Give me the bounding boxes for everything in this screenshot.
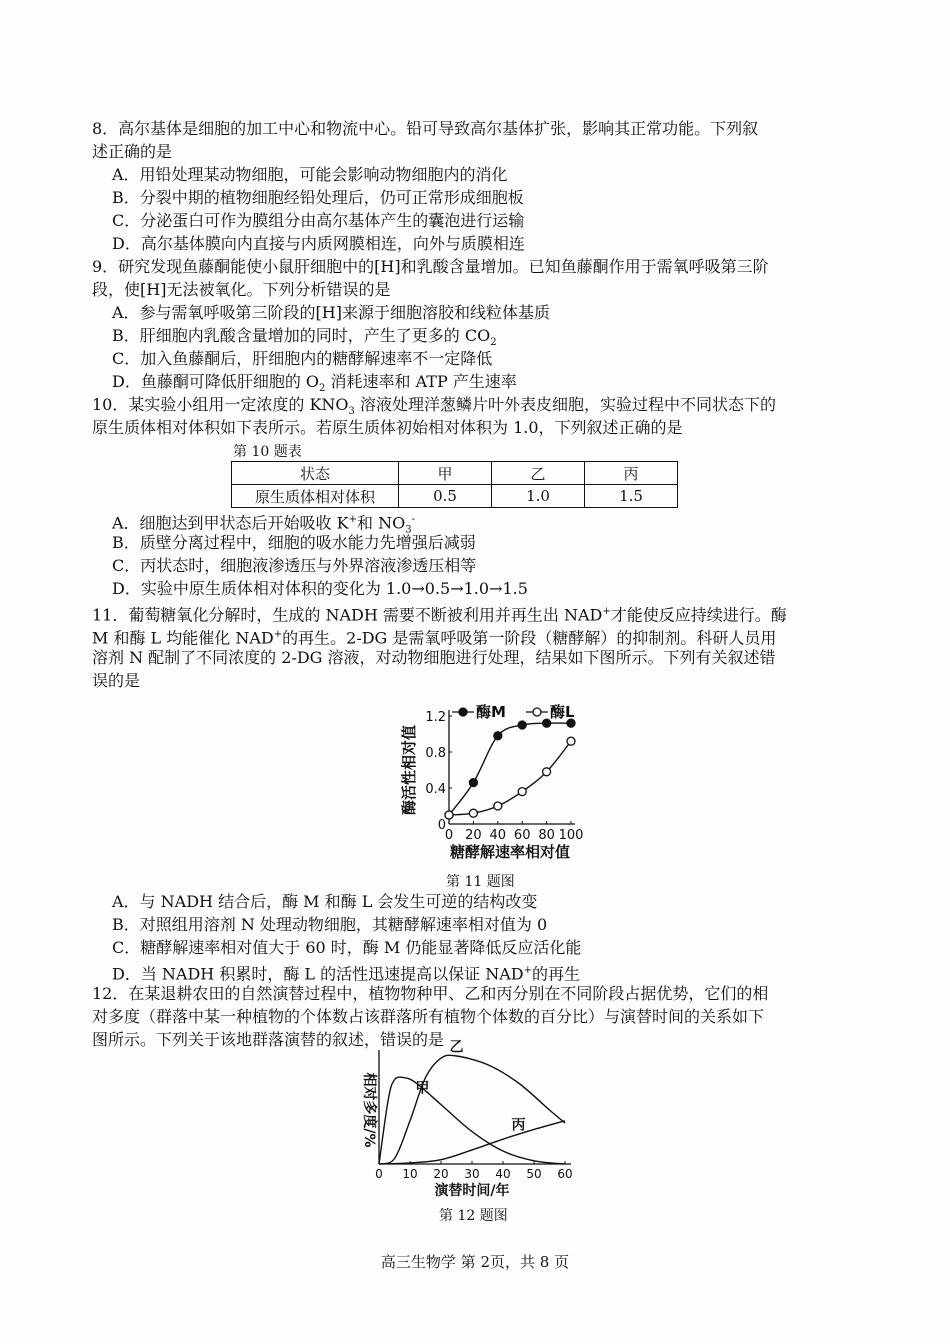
series-line-0 [449,723,571,815]
q12-stem-line1: 12．在某退耕农田的自然演替过程中，植物物种甲、乙和丙分别在不同阶段占据优势，它们的相 [92,984,769,1003]
x-tick-label: 40 [495,1167,511,1181]
q8-option-a: A．用铅处理某动物细胞，可能会影响动物细胞内的消化 [112,165,508,184]
q9-option-c: C．加入鱼藤酮后，肝细胞内的糖酵解速率不一定降低 [112,349,493,368]
q8-stem-line2: 述正确的是 [92,142,173,161]
data-point [469,779,477,787]
series-label: 甲 [415,1080,430,1097]
legend-label: 酶L [550,703,575,721]
q10-stem-line1: 10．某实验小组用一定浓度的 $KNO_3$ 溶液处理洋葱鳞片叶外表皮细胞，实验过程中不同状态下的 [92,395,776,418]
q11-figure-caption: 第 11 题图 [446,874,515,890]
q10-option-d: D．实验中原生质体相对体积的变化为 1.0→0.5→1.0→1.5 [112,579,528,598]
q8-option-c: C．分泌蛋白可作为膜组分由高尔基体产生的囊泡进行运输 [112,211,525,230]
q11-option-a: A．与 NADH 结合后，酶 M 和酶 L 会发生可逆的结构改变 [112,892,538,911]
q10-stem-line2: 原生质体相对体积如下表所示。若原生质体初始相对体积为 1.0，下列叙述正确的是 [92,418,683,437]
legend-marker [533,708,541,716]
table-header-cell: 丙 [585,462,678,485]
x-tick-label: 60 [557,1167,573,1181]
series-line-1 [449,741,571,815]
q11-stem-line1: 11．葡萄糖氧化分解时，生成的 NADH 需要不断被利用并再生出 NAD+才能使反应持续进行。酶 [92,605,787,625]
q9-option-d: D．鱼藤酮可降低肝细胞的 $O_2$ 消耗速率和 ATP 产生速率 [112,372,517,395]
q12-stem-line3: 图所示。下列关于该地群落演替的叙述，错误的是 [92,1030,445,1049]
q9-stem-line2: 段，使[H]无法被氧化。下列分析错误的是 [92,280,391,299]
table-cell: 1.0 [492,485,585,508]
y-axis-label: 酶活性相对值 [400,724,418,816]
data-point [518,721,526,729]
series-label: 丙 [511,1117,526,1134]
q11-option-b: B．对照组用溶剂 N 处理动物细胞，其糖酵解速率相对值为 0 [112,915,548,934]
table-header-cell: 甲 [399,462,492,485]
q9-option-a: A．参与需氧呼吸第三阶段的[H]来源于细胞溶胶和线粒体基质 [112,303,550,322]
y-tick-label: 0 [437,818,446,833]
q11-option-d: D．当 NADH 积累时，酶 L 的活性迅速提高以保证 NAD+的再生 [112,964,581,984]
table-row [232,462,678,485]
y-axis-label: 相对多度/% [361,1072,377,1148]
q10-table-caption: 第 10 题表 [233,444,302,460]
table-row [232,485,678,508]
table-cell: 原生质体相对体积 [232,485,399,508]
series-line-1 [379,1055,565,1164]
y-tick-label: 1.2 [425,710,446,725]
y-tick-label: 0.8 [425,746,446,761]
q8-option-d: D．高尔基体膜向内直接与内质网膜相连，向外与质膜相连 [112,234,525,253]
q9-stem-line1: 9．研究发现鱼藤酮能使小鼠肝细胞中的[H]和乳酸含量增加。已知鱼藤酮作用于需氧呼吸第三阶 [92,257,769,276]
x-tick-label: 20 [465,828,482,843]
x-tick-label: 50 [526,1167,542,1181]
data-point [567,737,575,745]
q10-option-b: B．质壁分离过程中，细胞的吸水能力先增强后减弱 [112,533,476,552]
q11-stem-line4: 误的是 [92,671,141,690]
data-point [469,809,477,817]
data-point [445,811,453,819]
q12-chart [345,1039,585,1199]
q11-option-c: C．糖酵解速率相对值大于 60 时，酶 M 仍能显著降低反应活化能 [112,938,582,957]
q8-option-b: B．分裂中期的植物细胞经铅处理后，仍可正常形成细胞板 [112,188,524,207]
q11-stem-line3: 溶剂 N 配制了不同浓度的 2-DG 溶液，对动物细胞进行处理，结果如下图所示。下列有关叙述错 [92,648,776,667]
page-footer: 高三生物学 第 2页，共 8 页 [380,1253,570,1271]
x-tick-label: 30 [464,1167,480,1181]
x-tick-label: 80 [538,828,555,843]
q9-option-b: B．肝细胞内乳酸含量增加的同时，产生了更多的 $CO_2$ [112,326,497,349]
data-point [494,802,502,810]
q8-stem-line1: 8．高尔基体是细胞的加工中心和物流中心。铅可导致高尔基体扩张，影响其正常功能。下列叙 [92,119,759,138]
series-label: 乙 [449,1039,464,1056]
q12-figure-caption: 第 12 题图 [439,1208,508,1224]
x-axis-label: 演替时间/年 [434,1183,510,1199]
q11-chart [392,698,592,868]
q11-stem-line2: M 和酶 L 均能催化 NAD+的再生。2-DG 是需氧呼吸第一阶段（糖酵解）的抑制剂。科研人员用 [92,628,777,648]
x-tick-label: 100 [558,828,584,843]
table-cell: 0.5 [399,485,492,508]
x-tick-label: 40 [489,828,507,843]
table-header-cell: 乙 [492,462,585,485]
x-tick-label: 0 [375,1167,383,1181]
series-line-0 [379,1077,565,1164]
q10-table [231,461,678,508]
q12-stem-line2: 对多度（群落中某一种植物的个体数占该群落所有植物个体数的百分比）与演替时间的关系如下 [92,1007,765,1026]
x-tick-label: 0 [444,828,454,843]
x-tick-label: 60 [513,828,531,843]
legend-label: 酶M [476,703,506,721]
x-axis-label: 糖酵解速率相对值 [449,843,571,861]
data-point [543,768,551,776]
data-point [518,788,526,796]
q10-option-c: C．丙状态时，细胞液渗透压与外界溶液渗透压相等 [112,556,477,575]
x-tick-label: 10 [402,1167,418,1181]
table-cell: 1.5 [585,485,678,508]
y-tick-label: 0.4 [425,782,446,797]
q10-option-a: A．细胞达到甲状态后开始吸收 K+和 $NO_3^-$ [112,513,415,536]
x-tick-label: 20 [433,1167,449,1181]
data-point [494,732,502,740]
legend-marker [459,708,467,716]
table-header-cell: 状态 [232,462,399,485]
